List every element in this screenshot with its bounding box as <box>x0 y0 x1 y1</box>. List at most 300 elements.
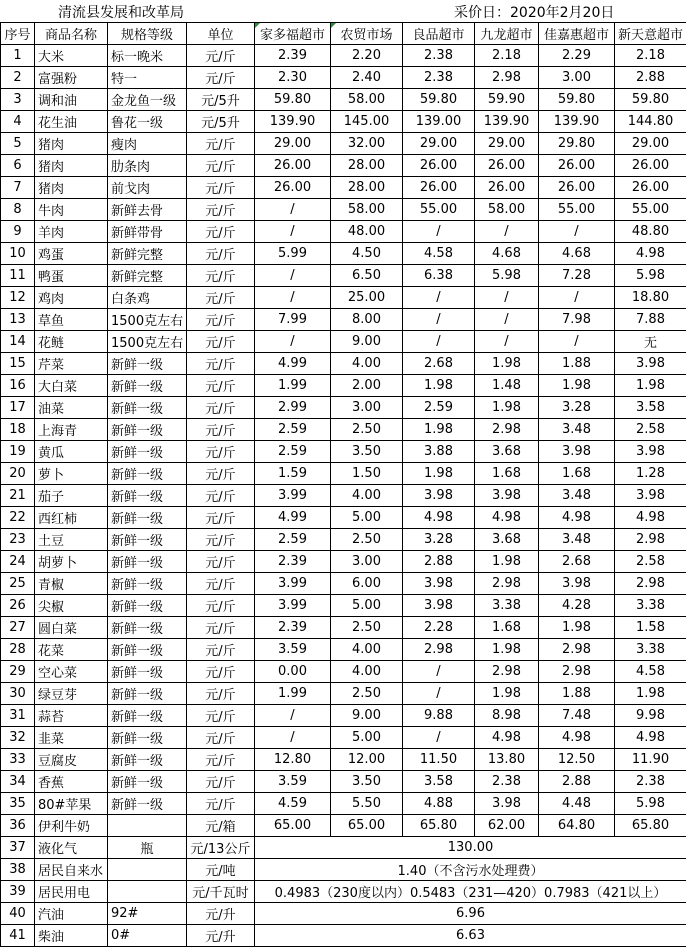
price-cell: 4.98 <box>539 507 615 529</box>
price-cell: 4.68 <box>539 243 615 265</box>
product-spec: 新鲜一级 <box>108 793 187 815</box>
product-name: 韭菜 <box>35 727 108 749</box>
row-number: 7 <box>1 177 35 199</box>
price-cell: 4.98 <box>615 243 686 265</box>
unit: 元/斤 <box>187 265 255 287</box>
unit: 元/斤 <box>187 155 255 177</box>
table-row <box>1 595 686 617</box>
product-name: 液化气 <box>35 837 108 859</box>
product-spec: 新鲜完整 <box>108 243 187 265</box>
product-spec: 1500克左右 <box>108 309 187 331</box>
unit: 元/斤 <box>187 639 255 661</box>
row-number: 23 <box>1 529 35 551</box>
product-spec <box>108 881 187 903</box>
price-cell: 3.99 <box>255 485 331 507</box>
product-spec: 标一晚米 <box>108 45 187 67</box>
table-row <box>1 441 686 463</box>
price-cell: 2.68 <box>403 353 475 375</box>
product-name: 80#苹果 <box>35 793 108 815</box>
product-name: 上海青 <box>35 419 108 441</box>
price-cell: 48.00 <box>331 221 403 243</box>
price-cell: 144.80 <box>615 111 686 133</box>
price-cell: / <box>255 287 331 309</box>
price-cell: 26.00 <box>539 155 615 177</box>
price-cell: / <box>403 727 475 749</box>
price-cell: 4.00 <box>331 353 403 375</box>
product-spec: 新鲜一级 <box>108 419 187 441</box>
row-number: 18 <box>1 419 35 441</box>
price-cell: 1.68 <box>539 463 615 485</box>
price-cell: 2.59 <box>255 419 331 441</box>
unit: 元/斤 <box>187 573 255 595</box>
price-cell: 7.98 <box>539 309 615 331</box>
product-name: 牛肉 <box>35 199 108 221</box>
col-header: 单位 <box>187 23 255 45</box>
row-number: 32 <box>1 727 35 749</box>
price-cell: 139.00 <box>403 111 475 133</box>
unit: 元/斤 <box>187 551 255 573</box>
price-rows <box>1 45 686 947</box>
price-cell: 1.98 <box>403 463 475 485</box>
price-cell: 58.00 <box>331 199 403 221</box>
price-cell: 3.28 <box>539 397 615 419</box>
price-cell: 59.80 <box>255 89 331 111</box>
price-cell: 26.00 <box>615 155 686 177</box>
price-cell: / <box>475 221 539 243</box>
product-spec: 鲁花一级 <box>108 111 187 133</box>
price-cell: / <box>539 221 615 243</box>
price-cell: 3.88 <box>403 441 475 463</box>
price-cell: 5.50 <box>331 793 403 815</box>
price-cell: 2.30 <box>255 67 331 89</box>
table-row <box>1 749 686 771</box>
row-number: 6 <box>1 155 35 177</box>
report-header <box>0 0 686 22</box>
unit: 元/斤 <box>187 221 255 243</box>
price-cell: 4.99 <box>255 353 331 375</box>
unit: 元/斤 <box>187 595 255 617</box>
price-cell: 59.80 <box>615 89 686 111</box>
product-spec: 白条鸡 <box>108 287 187 309</box>
price-cell: / <box>475 287 539 309</box>
price-cell: 9.00 <box>331 705 403 727</box>
price-cell: 5.98 <box>615 793 686 815</box>
price-cell: 2.59 <box>255 529 331 551</box>
price-cell: 2.88 <box>615 67 686 89</box>
product-name: 居民自来水 <box>35 859 108 881</box>
price-cell: 1.88 <box>539 353 615 375</box>
price-cell: 7.88 <box>615 309 686 331</box>
price-cell: 55.00 <box>539 199 615 221</box>
price-cell: 2.98 <box>615 529 686 551</box>
price-cell: 7.99 <box>255 309 331 331</box>
unit: 元/斤 <box>187 793 255 815</box>
row-number: 28 <box>1 639 35 661</box>
table-row <box>1 353 686 375</box>
unit: 元/斤 <box>187 463 255 485</box>
col-header: 商品名称 <box>35 23 108 45</box>
price-cell: 1.50 <box>331 463 403 485</box>
table-row <box>1 859 686 881</box>
unit: 元/斤 <box>187 749 255 771</box>
price-cell: 3.98 <box>475 793 539 815</box>
price-cell: 59.80 <box>403 89 475 111</box>
price-cell: 7.28 <box>539 265 615 287</box>
price-cell: 4.58 <box>403 243 475 265</box>
unit: 元/斤 <box>187 331 255 353</box>
product-spec: 新鲜一级 <box>108 639 187 661</box>
price-cell: 6.50 <box>331 265 403 287</box>
price-cell: / <box>403 221 475 243</box>
row-number: 40 <box>1 903 35 925</box>
price-cell: 65.00 <box>331 815 403 837</box>
price-cell: 3.58 <box>615 397 686 419</box>
unified-price: 6.96 <box>255 903 686 925</box>
price-cell: / <box>403 287 475 309</box>
price-cell: 3.28 <box>403 529 475 551</box>
price-cell: 2.98 <box>475 67 539 89</box>
unit: 元/13公斤 <box>187 837 255 859</box>
product-name: 柴油 <box>35 925 108 947</box>
price-cell: 26.00 <box>539 177 615 199</box>
row-number: 1 <box>1 45 35 67</box>
price-cell: 3.48 <box>539 529 615 551</box>
price-cell: 2.20 <box>331 45 403 67</box>
price-cell: 9.88 <box>403 705 475 727</box>
product-spec: 特一 <box>108 67 187 89</box>
price-cell: 12.00 <box>331 749 403 771</box>
price-cell: 3.98 <box>615 353 686 375</box>
price-cell: / <box>475 331 539 353</box>
price-cell: / <box>403 309 475 331</box>
price-cell: 2.88 <box>403 551 475 573</box>
price-cell: 3.48 <box>539 485 615 507</box>
product-name: 西红柿 <box>35 507 108 529</box>
price-cell: / <box>403 683 475 705</box>
price-cell: 2.98 <box>539 661 615 683</box>
price-cell: 4.00 <box>331 661 403 683</box>
table-row <box>1 287 686 309</box>
price-cell: 4.68 <box>475 243 539 265</box>
price-cell: / <box>255 199 331 221</box>
row-number: 16 <box>1 375 35 397</box>
price-cell: 1.59 <box>255 463 331 485</box>
table-row <box>1 727 686 749</box>
price-cell: / <box>403 661 475 683</box>
col-header: 新天意超市 <box>615 23 686 45</box>
price-cell: 5.00 <box>331 595 403 617</box>
product-spec: 新鲜去骨 <box>108 199 187 221</box>
row-number: 29 <box>1 661 35 683</box>
table-row <box>1 133 686 155</box>
product-spec: 新鲜一级 <box>108 353 187 375</box>
price-cell: 2.50 <box>331 529 403 551</box>
price-cell: 2.38 <box>403 67 475 89</box>
price-cell: 26.00 <box>403 155 475 177</box>
price-cell: 58.00 <box>475 199 539 221</box>
row-number: 9 <box>1 221 35 243</box>
product-spec: 新鲜一级 <box>108 749 187 771</box>
table-row <box>1 463 686 485</box>
row-number: 5 <box>1 133 35 155</box>
table-row <box>1 265 686 287</box>
price-cell: 1.28 <box>615 463 686 485</box>
price-cell: 2.50 <box>331 419 403 441</box>
price-cell: 无 <box>615 331 686 353</box>
price-cell: 3.59 <box>255 639 331 661</box>
price-cell: 12.80 <box>255 749 331 771</box>
row-number: 35 <box>1 793 35 815</box>
row-number: 10 <box>1 243 35 265</box>
product-name: 调和油 <box>35 89 108 111</box>
product-name: 香蕉 <box>35 771 108 793</box>
unit: 元/吨 <box>187 859 255 881</box>
price-cell: 2.98 <box>615 573 686 595</box>
unit: 元/斤 <box>187 243 255 265</box>
product-name: 芹菜 <box>35 353 108 375</box>
product-spec: 新鲜一级 <box>108 617 187 639</box>
product-spec <box>108 815 187 837</box>
price-cell: 3.98 <box>615 485 686 507</box>
unit: 元/斤 <box>187 661 255 683</box>
product-name: 胡萝卜 <box>35 551 108 573</box>
product-name: 猪肉 <box>35 155 108 177</box>
price-cell: / <box>539 287 615 309</box>
col-header: 农贸市场 <box>331 23 403 45</box>
row-number: 21 <box>1 485 35 507</box>
price-cell: 11.50 <box>403 749 475 771</box>
unit: 元/斤 <box>187 419 255 441</box>
unit: 元/5升 <box>187 111 255 133</box>
price-cell: 2.59 <box>403 397 475 419</box>
product-spec: 新鲜一级 <box>108 529 187 551</box>
row-number: 15 <box>1 353 35 375</box>
price-cell: 2.40 <box>331 67 403 89</box>
price-cell: 29.00 <box>615 133 686 155</box>
price-cell: 8.98 <box>475 705 539 727</box>
price-cell: 26.00 <box>255 177 331 199</box>
unified-price: 1.40（不含污水处理费） <box>255 859 686 881</box>
price-cell: 2.98 <box>539 639 615 661</box>
price-cell: 1.98 <box>475 353 539 375</box>
row-number: 4 <box>1 111 35 133</box>
table-row <box>1 573 686 595</box>
product-name: 大白菜 <box>35 375 108 397</box>
price-cell: 8.00 <box>331 309 403 331</box>
price-cell: 26.00 <box>475 155 539 177</box>
price-cell: 59.80 <box>539 89 615 111</box>
price-cell: 48.80 <box>615 221 686 243</box>
product-name: 鸡蛋 <box>35 243 108 265</box>
price-cell: 1.98 <box>615 375 686 397</box>
product-spec: 新鲜一级 <box>108 507 187 529</box>
product-spec: 新鲜完整 <box>108 265 187 287</box>
price-cell: 28.00 <box>331 177 403 199</box>
table-row <box>1 837 686 859</box>
unit: 元/斤 <box>187 705 255 727</box>
product-name: 圆白菜 <box>35 617 108 639</box>
product-name: 花鲢 <box>35 331 108 353</box>
unified-price: 6.63 <box>255 925 686 947</box>
product-spec: 前戈肉 <box>108 177 187 199</box>
table-row <box>1 375 686 397</box>
unit: 元/千瓦时 <box>187 881 255 903</box>
price-cell: 5.00 <box>331 507 403 529</box>
row-number: 36 <box>1 815 35 837</box>
unit: 元/斤 <box>187 507 255 529</box>
unit: 元/斤 <box>187 309 255 331</box>
price-cell: 2.98 <box>403 639 475 661</box>
price-cell: 1.98 <box>475 551 539 573</box>
row-number: 27 <box>1 617 35 639</box>
col-header: 九龙超市 <box>475 23 539 45</box>
row-number: 20 <box>1 463 35 485</box>
price-cell: 1.48 <box>475 375 539 397</box>
price-cell: 4.00 <box>331 639 403 661</box>
row-number: 14 <box>1 331 35 353</box>
unit: 元/箱 <box>187 815 255 837</box>
row-number: 30 <box>1 683 35 705</box>
price-cell: 1.68 <box>475 617 539 639</box>
product-spec: 92# <box>108 903 187 925</box>
table-row <box>1 683 686 705</box>
row-number: 24 <box>1 551 35 573</box>
unit: 元/斤 <box>187 727 255 749</box>
table-row <box>1 705 686 727</box>
row-number: 39 <box>1 881 35 903</box>
price-cell: / <box>255 331 331 353</box>
price-cell: 139.90 <box>539 111 615 133</box>
price-cell: 62.00 <box>475 815 539 837</box>
price-cell: 58.00 <box>331 89 403 111</box>
price-cell: 2.98 <box>475 661 539 683</box>
col-header: 良品超市 <box>403 23 475 45</box>
row-number: 34 <box>1 771 35 793</box>
price-cell: 3.98 <box>475 485 539 507</box>
price-cell: 29.00 <box>255 133 331 155</box>
price-cell: 4.98 <box>475 507 539 529</box>
product-name: 猪肉 <box>35 133 108 155</box>
product-spec: 新鲜一级 <box>108 683 187 705</box>
price-cell: 7.48 <box>539 705 615 727</box>
price-cell: / <box>475 309 539 331</box>
table-row <box>1 155 686 177</box>
price-cell: 55.00 <box>403 199 475 221</box>
col-header: 序号 <box>1 23 35 45</box>
price-cell: 2.38 <box>403 45 475 67</box>
unit: 元/升 <box>187 903 255 925</box>
price-cell: 9.00 <box>331 331 403 353</box>
unit: 元/斤 <box>187 397 255 419</box>
product-name: 萝卜 <box>35 463 108 485</box>
product-spec: 瘦肉 <box>108 133 187 155</box>
price-cell: 55.00 <box>615 199 686 221</box>
table-row <box>1 89 686 111</box>
price-cell: 2.99 <box>255 397 331 419</box>
product-spec: 新鲜一级 <box>108 551 187 573</box>
table-row <box>1 67 686 89</box>
price-cell: 29.00 <box>475 133 539 155</box>
row-number: 37 <box>1 837 35 859</box>
product-name: 空心菜 <box>35 661 108 683</box>
price-cell: 5.00 <box>331 727 403 749</box>
price-cell: 2.38 <box>475 771 539 793</box>
price-cell: 26.00 <box>615 177 686 199</box>
price-cell: 1.98 <box>403 419 475 441</box>
row-number: 13 <box>1 309 35 331</box>
table-row <box>1 771 686 793</box>
price-cell: 25.00 <box>331 287 403 309</box>
price-cell: 2.50 <box>331 683 403 705</box>
product-name: 蒜苔 <box>35 705 108 727</box>
product-name: 绿豆芽 <box>35 683 108 705</box>
price-cell: 2.59 <box>255 441 331 463</box>
price-cell: 3.59 <box>255 771 331 793</box>
price-cell: 145.00 <box>331 111 403 133</box>
product-name: 伊利牛奶 <box>35 815 108 837</box>
product-name: 豆腐皮 <box>35 749 108 771</box>
unit: 元/斤 <box>187 441 255 463</box>
price-cell: 32.00 <box>331 133 403 155</box>
table-row <box>1 903 686 925</box>
price-cell: / <box>403 331 475 353</box>
price-cell: 5.99 <box>255 243 331 265</box>
unit: 元/斤 <box>187 133 255 155</box>
product-spec: 新鲜一级 <box>108 485 187 507</box>
price-cell: 11.90 <box>615 749 686 771</box>
row-number: 25 <box>1 573 35 595</box>
price-cell: 2.58 <box>615 551 686 573</box>
price-cell: 2.98 <box>475 573 539 595</box>
product-spec: 新鲜一级 <box>108 463 187 485</box>
product-name: 土豆 <box>35 529 108 551</box>
price-cell: 2.58 <box>615 419 686 441</box>
product-spec: 新鲜一级 <box>108 441 187 463</box>
price-cell: 4.50 <box>331 243 403 265</box>
survey-date: 采价日：2020年2月20日 <box>454 5 615 21</box>
price-cell: 1.98 <box>539 375 615 397</box>
row-number: 8 <box>1 199 35 221</box>
product-spec: 瓶 <box>108 837 187 859</box>
price-cell: 2.28 <box>403 617 475 639</box>
price-cell: 1.98 <box>403 375 475 397</box>
price-cell: 4.98 <box>615 507 686 529</box>
price-cell: 1.98 <box>615 683 686 705</box>
price-cell: 5.98 <box>615 265 686 287</box>
row-number: 17 <box>1 397 35 419</box>
price-cell: 4.28 <box>539 595 615 617</box>
price-cell: / <box>255 727 331 749</box>
row-number: 3 <box>1 89 35 111</box>
product-spec: 新鲜一级 <box>108 375 187 397</box>
price-cell: 1.98 <box>475 683 539 705</box>
product-name: 花生油 <box>35 111 108 133</box>
table-row <box>1 111 686 133</box>
price-cell: 3.98 <box>539 441 615 463</box>
price-cell: 4.48 <box>539 793 615 815</box>
price-cell: 65.80 <box>403 815 475 837</box>
price-cell: 3.58 <box>403 771 475 793</box>
unit: 元/斤 <box>187 771 255 793</box>
product-spec: 新鲜一级 <box>108 705 187 727</box>
price-cell: 64.80 <box>539 815 615 837</box>
price-cell: 3.68 <box>475 441 539 463</box>
product-spec: 新鲜一级 <box>108 573 187 595</box>
price-cell: 1.99 <box>255 683 331 705</box>
unified-price: 0.4983（230度以内）0.5483（231—420）0.7983（421以上） <box>255 881 686 903</box>
price-cell: 2.18 <box>475 45 539 67</box>
price-cell: 29.00 <box>403 133 475 155</box>
